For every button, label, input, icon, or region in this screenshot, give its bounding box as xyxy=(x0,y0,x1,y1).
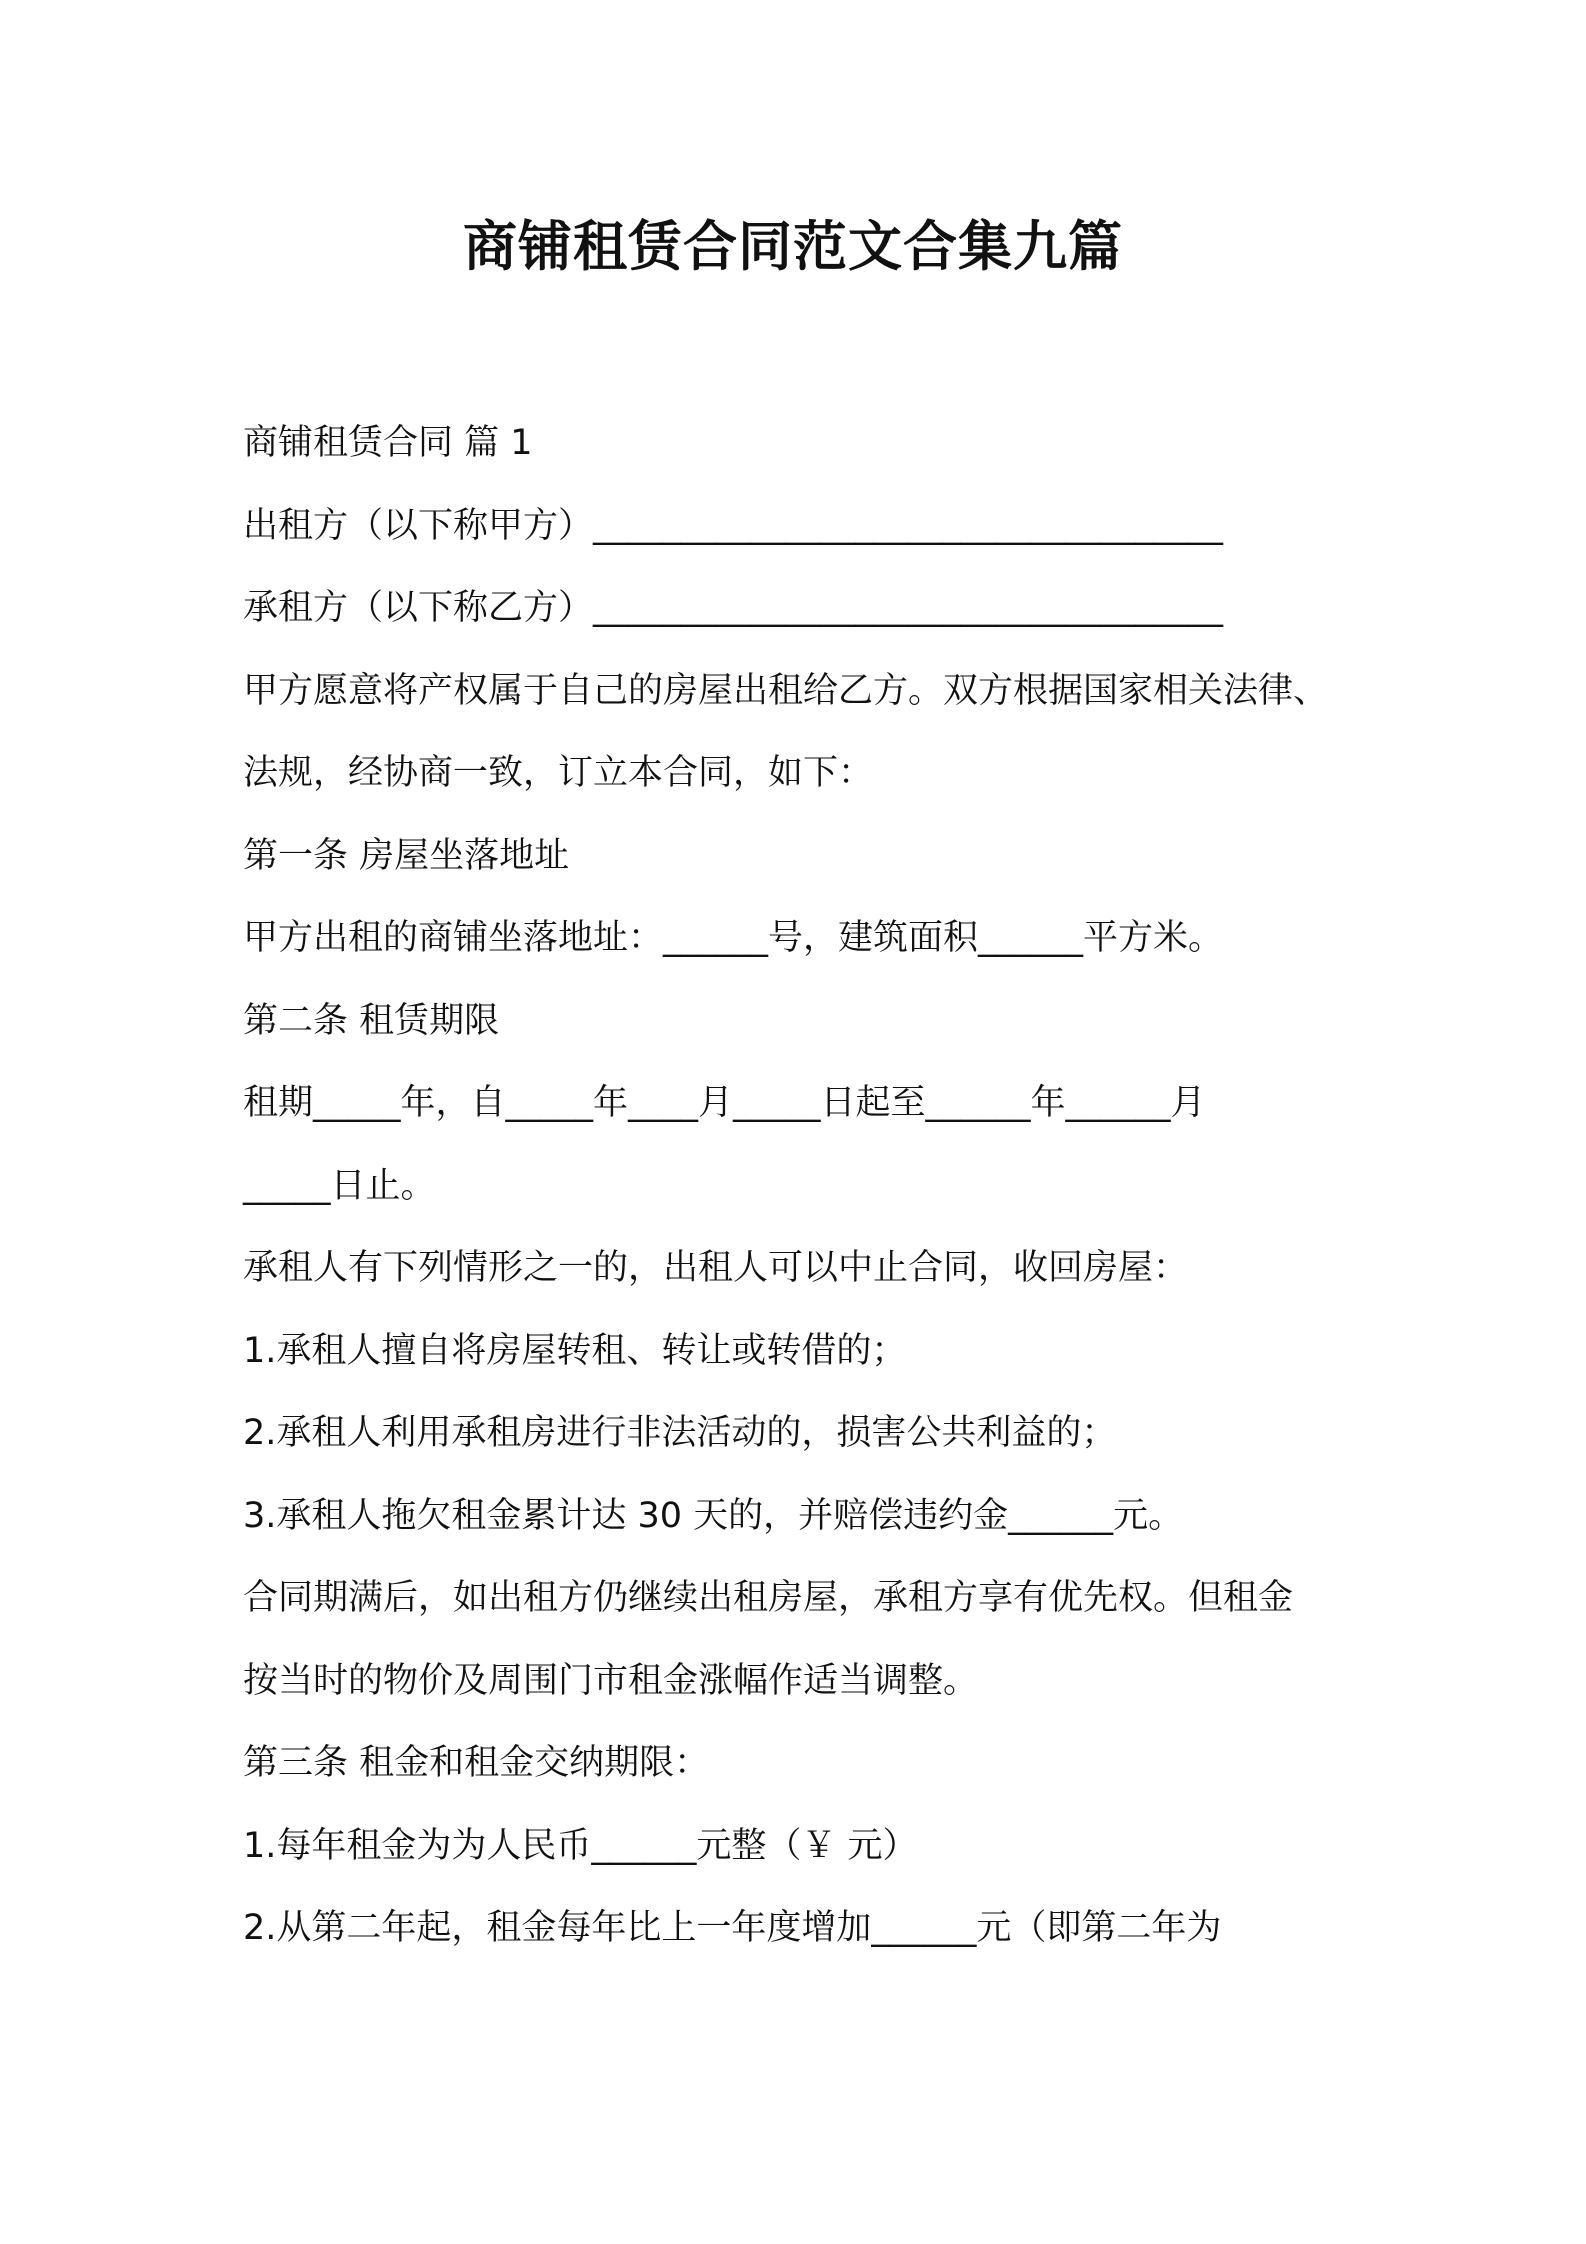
paragraph-line: 甲方愿意将产权属于自己的房屋出租给乙方。双方根据国家相关法律、 xyxy=(243,670,1329,711)
list-item: 1.承租人擅自将房屋转租、转让或转借的； xyxy=(243,1330,907,1371)
article-heading: 第一条 房屋坐落地址 xyxy=(243,835,570,876)
list-item: 3.承租人拖欠租金累计达 30 天的，并赔偿违约金______元。 xyxy=(243,1495,1184,1536)
list-item: 1.每年租金为为人民币______元整（￥ 元） xyxy=(243,1825,918,1866)
document-title: 商铺租赁合同范文合集九篇 xyxy=(463,215,1123,278)
paragraph-line: 承租人有下列情形之一的，出租人可以中止合同，收回房屋： xyxy=(243,1248,1189,1288)
lessor-line: 出租方（以下称甲方）____________________________________ xyxy=(243,505,1224,546)
paragraph-line: 法规，经协商一致，订立本合同，如下： xyxy=(243,753,874,793)
section-heading: 商铺租赁合同 篇 1 xyxy=(243,423,533,463)
article-heading: 第二条 租赁期限 xyxy=(243,1000,500,1041)
paragraph-line: 租期_____年，自_____年____月_____日起至______年______月 xyxy=(243,1083,1206,1123)
document-body xyxy=(243,402,1363,1970)
lessee-line: 承租方（以下称乙方）____________________________________ xyxy=(243,588,1224,628)
paragraph-line: 合同期满后，如出租方仍继续出租房屋，承租方享有优先权。但租金 xyxy=(243,1578,1294,1618)
list-item: 2.从第二年起，租金每年比上一年度增加______元（即第二年为 xyxy=(243,1908,1222,1948)
article-heading: 第三条 租金和租金交纳期限： xyxy=(243,1743,710,1783)
paragraph-line: 按当时的物价及周围门市租金涨幅作适当调整。 xyxy=(243,1660,979,1701)
paragraph-line: 甲方出租的商铺坐落地址：______号，建筑面积______平方米。 xyxy=(243,918,1224,958)
paragraph-line: _____日止。 xyxy=(243,1165,436,1206)
list-item: 2.承租人利用承租房进行非法活动的，损害公共利益的； xyxy=(243,1413,1117,1453)
